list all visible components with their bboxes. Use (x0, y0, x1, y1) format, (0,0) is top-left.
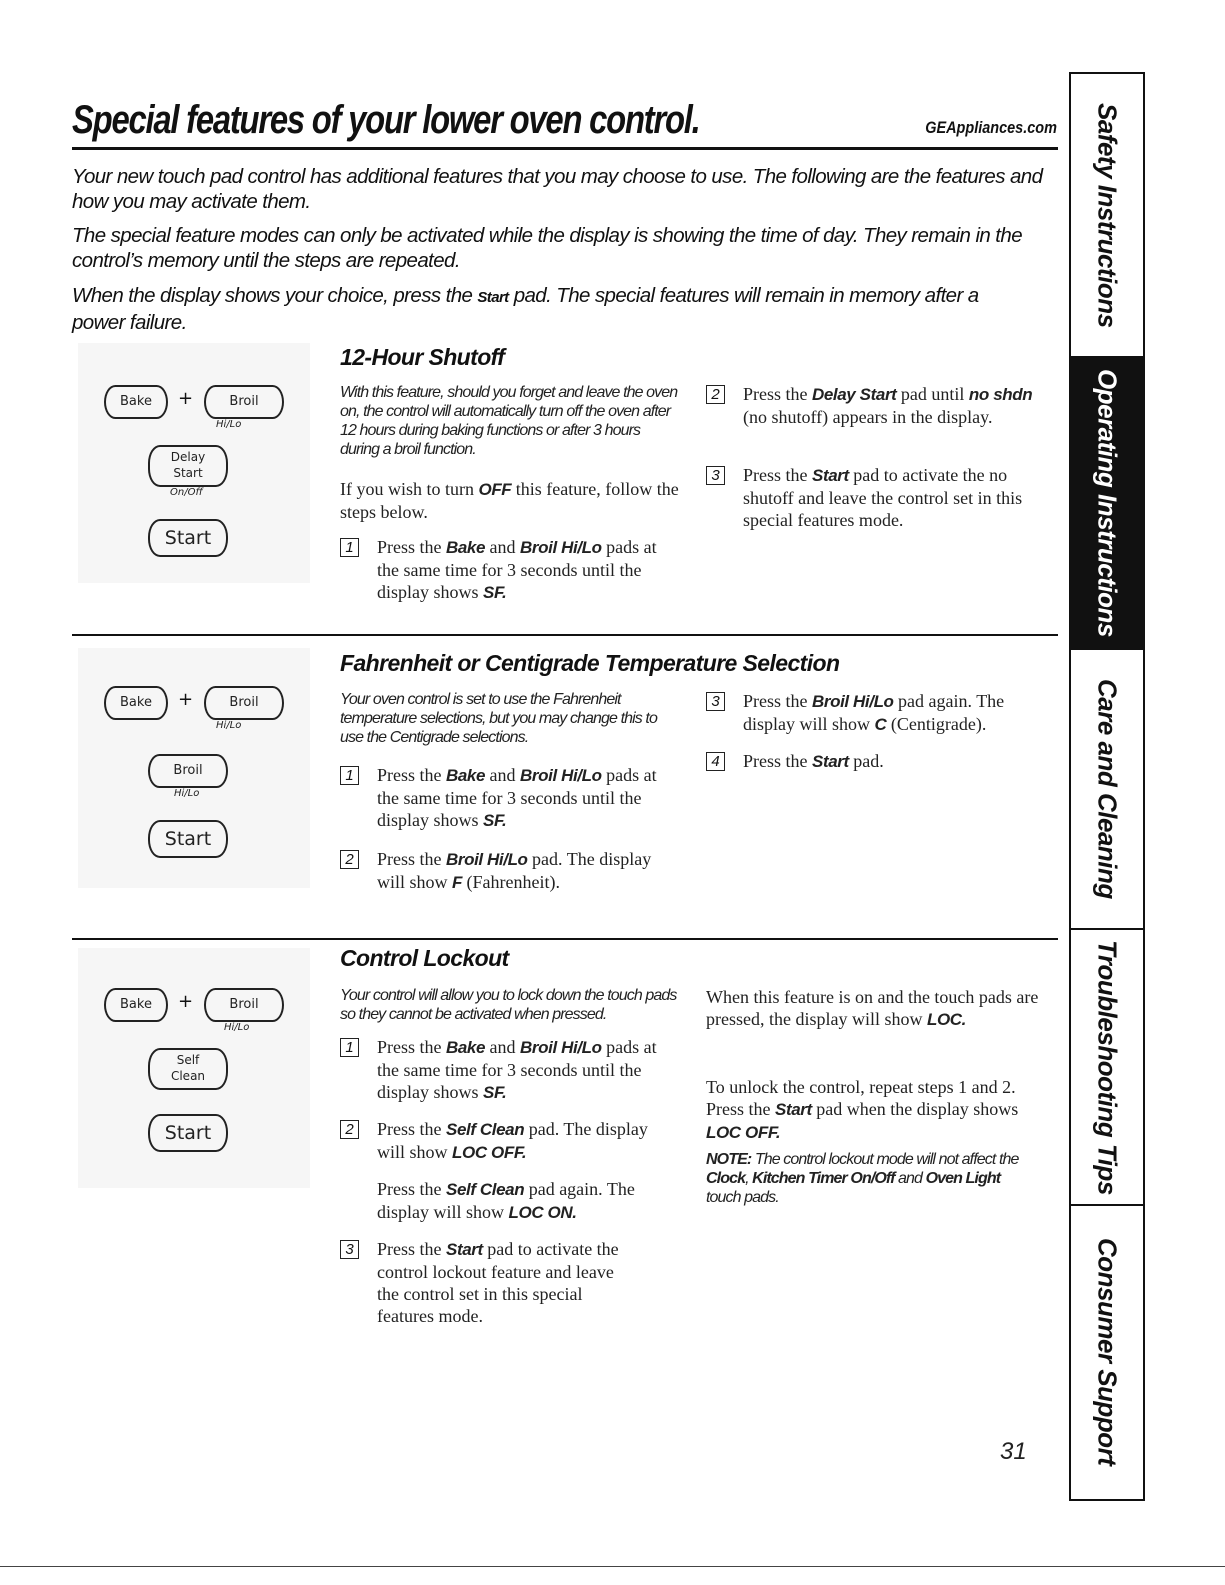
lockout-info-1 (706, 986, 1051, 1031)
clean-label: Clean (170, 1069, 206, 1083)
plus-sign: + (178, 388, 194, 409)
step-number: 3 (706, 466, 725, 485)
start-keyword: Start (446, 1240, 483, 1259)
tab-label: Care and Cleaning (1092, 679, 1123, 899)
shutoff-text: If you wish to turn (340, 479, 479, 499)
step-text-part: pad. The display will show (377, 1119, 648, 1162)
loc-off-keyword: LOC OFF. (452, 1143, 527, 1162)
sf-keyword: SF. (483, 1083, 507, 1102)
start-keyword: Start (812, 466, 849, 485)
loc-on-keyword: LOC ON. (508, 1203, 577, 1222)
tab-operating-instructions[interactable] (1071, 358, 1143, 650)
intro-paragraph-1: Your new touch pad control has additional features that you may choose to use. The following are the features and how you may activate them. (72, 165, 1043, 213)
broil-keyword: Broil Hi/Lo (520, 538, 602, 557)
shutoff-note: With this feature, should you forget and leave the oven on, the control will automatically turn off the oven after 12 hours during baking functions or after 3 hours during a broil function. (340, 384, 678, 458)
start-keyword: Start (775, 1100, 812, 1119)
step-text-part: and (485, 537, 521, 557)
step-text-part: Press the (743, 465, 812, 485)
start-pad-label: Start (164, 828, 212, 850)
off-keyword: OFF (478, 480, 512, 499)
bake-pad-label: Bake (120, 394, 152, 409)
tab-care-and-cleaning[interactable] (1071, 650, 1143, 930)
lockout-step-3 (340, 1238, 640, 1327)
hilo-label: Hi/Lo (174, 788, 200, 799)
intro-paragraph-2: The special feature modes can only be activated while the display is showing the time of day. They remain in the control’s memory until the steps are repeated. (72, 224, 1022, 272)
tab-label: Troubleshooting Tips (1092, 939, 1123, 1195)
plus-sign: + (178, 689, 194, 710)
step-text-part: Press the (377, 1239, 446, 1259)
broil-pad (204, 385, 284, 419)
broil-pad-2 (148, 754, 228, 788)
note-text: , (745, 1170, 753, 1187)
step-text-part: Press the (377, 537, 446, 557)
step-text (743, 383, 1051, 428)
note-text: touch pads. (706, 1189, 779, 1206)
broil-keyword: Broil Hi/Lo (520, 1038, 602, 1057)
page-number: 31 (1000, 1438, 1027, 1465)
start-pad-label: Start (164, 1122, 212, 1144)
step-text-part: pads at the same time for 3 seconds until the display shows (377, 537, 657, 602)
step-number: 3 (706, 692, 725, 711)
broil-pad-label: Broil (229, 997, 259, 1012)
page-title: Special features of your lower oven control. (72, 98, 700, 142)
tab-troubleshooting-tips[interactable] (1071, 930, 1143, 1206)
note-text: The control lockout mode will not affect the (751, 1151, 1019, 1168)
bake-pad (104, 988, 168, 1022)
step-number: 3 (340, 1240, 359, 1259)
tab-safety-instructions[interactable] (1071, 74, 1143, 358)
section-title-temperature: Fahrenheit or Centigrade Temperature Selection (340, 650, 840, 676)
delay-start-keyword: Delay Start (812, 385, 897, 404)
step-text-part: Press the (377, 849, 446, 869)
step-text-part: pad. (848, 751, 884, 771)
info-text: When this feature is on and the touch pads are pressed, the display will show (706, 987, 1039, 1029)
step-text (377, 764, 680, 832)
step-number: 4 (706, 752, 725, 771)
temperature-step-2 (340, 848, 680, 894)
bake-pad (104, 686, 168, 720)
temperature-note: Your oven control is set to use the Fahrenheit temperature selections, but you may change this to use the Centigrade selections. (340, 691, 657, 746)
c-keyword: C (874, 715, 887, 734)
info-text: To unlock the control, repeat steps 1 and 2. Press the (706, 1077, 1016, 1119)
pad-illustration-lockout (78, 948, 310, 1188)
bake-pad-label: Bake (120, 695, 152, 710)
step-text-part: pad to activate the control lockout feature and leave the control set in this special features mode. (377, 1239, 619, 1326)
step-number: 2 (340, 850, 359, 869)
step-text-part: Press the (377, 765, 446, 785)
step-text-part: and (485, 765, 521, 785)
step-text-part: pad again. The display will show (377, 1179, 635, 1222)
start-pad (148, 519, 228, 557)
intro-paragraph-3 (72, 283, 1032, 335)
info-text: pad when the display shows (811, 1099, 1019, 1119)
shutoff-step-1 (340, 536, 680, 604)
hilo-label: Hi/Lo (224, 1022, 250, 1033)
step-text (377, 1036, 680, 1104)
lockout-step-2b (377, 1178, 677, 1224)
bake-keyword: Bake (446, 766, 486, 785)
shutoff-text: this feature, follow the steps below. (340, 479, 679, 522)
bake-keyword: Bake (446, 538, 486, 557)
oven-light-keyword: Oven Light (925, 1170, 1001, 1187)
step-text (377, 1118, 680, 1164)
pad-illustration-shutoff (78, 343, 310, 583)
step-text (377, 848, 680, 894)
shutoff-step-2 (706, 383, 1051, 428)
intro-text: When the display shows your choice, press the (72, 284, 478, 307)
self-clean-keyword: Self Clean (446, 1180, 525, 1199)
delay-label: Delay (170, 450, 206, 464)
note-keyword: NOTE: (706, 1151, 752, 1168)
step-text (743, 690, 1051, 736)
step-text-part: Press the (743, 751, 812, 771)
start-pad (148, 1114, 228, 1152)
hilo-label: Hi/Lo (216, 720, 242, 731)
intro-start-keyword: Start (477, 289, 509, 306)
self-label: Self (176, 1053, 200, 1067)
kitchen-timer-keyword: Kitchen Timer On/Off (752, 1170, 895, 1187)
bake-pad (104, 385, 168, 419)
footer-rule (0, 1566, 1225, 1567)
start-label: Start (173, 466, 203, 480)
step-text-part: Press the (377, 1119, 446, 1139)
step-text-part: pad again. The display will show (743, 691, 1005, 734)
hilo-label: Hi/Lo (216, 419, 242, 430)
step-text-part: pad. The display will show (377, 849, 652, 892)
step-text-part: Press the (377, 1179, 446, 1199)
onoff-label: On/Off (170, 487, 203, 498)
lockout-note-2 (706, 1150, 1036, 1207)
step-number: 2 (340, 1120, 359, 1139)
shutoff-paragraph (340, 478, 680, 523)
broil-pad-label: Broil (229, 394, 259, 409)
plus-sign: + (178, 991, 194, 1012)
section-tabs (1069, 72, 1145, 1501)
step-text (377, 536, 680, 604)
f-keyword: F (452, 873, 462, 892)
delay-start-pad (148, 445, 228, 487)
loc-keyword: LOC. (926, 1010, 966, 1029)
lockout-step-2 (340, 1118, 680, 1164)
broil-pad-label: Broil (229, 695, 259, 710)
step-text-part: pad until (896, 384, 969, 404)
lockout-info-2 (706, 1076, 1051, 1144)
loc-off-keyword: LOC OFF. (706, 1123, 781, 1142)
step-text-part: (Centigrade). (886, 714, 987, 734)
temperature-step-4 (706, 750, 1051, 773)
tab-label: Safety Instructions (1092, 102, 1123, 328)
tab-label: Operating Instructions (1092, 369, 1123, 637)
step-number: 2 (706, 385, 725, 404)
step-text-part: and (485, 1037, 521, 1057)
step-number: 1 (340, 766, 359, 785)
sf-keyword: SF. (483, 583, 507, 602)
step-text (377, 1238, 640, 1327)
lockout-step-1 (340, 1036, 680, 1104)
section-divider (72, 634, 1058, 636)
temperature-step-1 (340, 764, 680, 832)
broil-pad-label: Broil (173, 763, 203, 778)
broil-pad (204, 988, 284, 1022)
bake-pad-label: Bake (120, 997, 152, 1012)
step-number: 1 (340, 538, 359, 557)
step-number: 1 (340, 1038, 359, 1057)
broil-keyword: Broil Hi/Lo (812, 692, 894, 711)
pad-illustration-temperature (78, 648, 310, 888)
title-rule (72, 147, 1058, 150)
step-text-part: pads at the same time for 3 seconds until the display shows (377, 1037, 657, 1102)
clock-keyword: Clock (706, 1170, 746, 1187)
start-pad (148, 820, 228, 858)
note-text: and (894, 1170, 926, 1187)
bake-keyword: Bake (446, 1038, 486, 1057)
website-label: GEAppliances.com (925, 118, 1057, 137)
step-text-part: pads at the same time for 3 seconds until the display shows (377, 765, 657, 830)
shutoff-step-3 (706, 464, 1051, 531)
step-text (743, 464, 1051, 531)
step-text-part: pad to activate the no shutoff and leave the control set in this special features mode. (743, 465, 1023, 530)
lockout-note: Your control will allow you to lock down the touch pads so they cannot be activated when pressed. (340, 987, 677, 1023)
step-text (743, 750, 1051, 773)
self-clean-keyword: Self Clean (446, 1120, 525, 1139)
broil-keyword: Broil Hi/Lo (520, 766, 602, 785)
temperature-step-3 (706, 690, 1051, 736)
step-text-part: Press the (743, 691, 812, 711)
sf-keyword: SF. (483, 811, 507, 830)
section-divider (72, 938, 1058, 940)
no-shdn-keyword: no shdn (968, 385, 1033, 404)
section-title-lockout: Control Lockout (340, 945, 509, 971)
broil-keyword: Broil Hi/Lo (446, 850, 528, 869)
start-pad-label: Start (164, 527, 212, 549)
step-text-part: (no shutoff) appears in the display. (743, 407, 993, 427)
step-text-part: Press the (743, 384, 812, 404)
self-clean-pad (148, 1048, 228, 1090)
section-title-shutoff: 12-Hour Shutoff (340, 344, 505, 370)
intro-text: pad. The special features will remain in memory after a power failure. (72, 284, 979, 334)
tab-label: Consumer Support (1092, 1237, 1123, 1466)
start-keyword: Start (812, 752, 849, 771)
tab-consumer-support[interactable] (1071, 1206, 1143, 1497)
broil-pad (204, 686, 284, 720)
step-text-part: (Fahrenheit). (462, 872, 560, 892)
step-text-part: Press the (377, 1037, 446, 1057)
